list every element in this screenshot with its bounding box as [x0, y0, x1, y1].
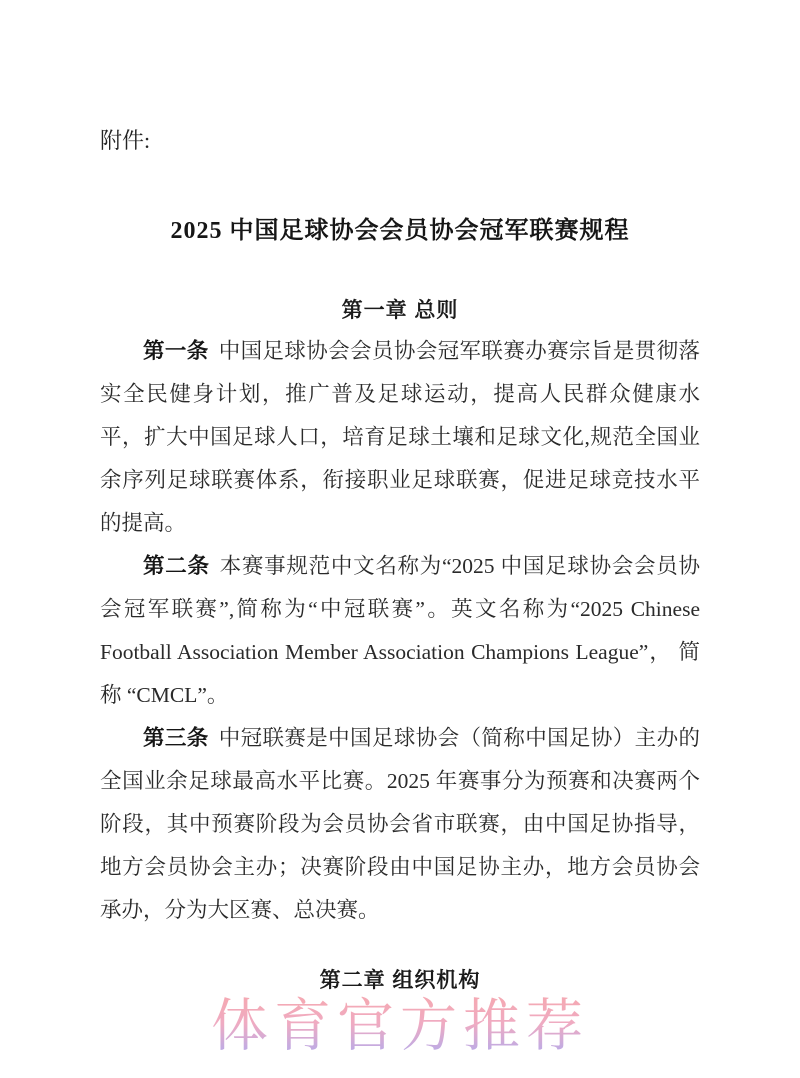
article-1-text: 中国足球协会会员协会冠军联赛办赛宗旨是贯彻落实全民健身计划，推广普及足球运动，提高人民群众健康水平，扩大中国足球人口，培育足球土壤和足球文化,规范全国业余序列足球联赛体系，衔接职业足球联赛，促进足球竞技水平的提高。 [100, 339, 700, 535]
chapter-1-heading: 第一章 总则 [341, 299, 459, 322]
article-3-text: 中冠联赛是中国足球协会（简称中国足协）主办的全国业余足球最高水平比赛。2025 年赛事分为预赛和决赛两个阶段，其中预赛阶段为会员协会省市联赛，由中国足协指导，地方会员协会主办；决赛阶段由中国足协主办，地方会员协会承办，分为大区赛、总决赛。 [100, 726, 700, 922]
article-2 [100, 545, 700, 717]
article-1 [100, 330, 700, 545]
article-2-label: 第二条 [143, 554, 210, 578]
article-3-label: 第三条 [143, 726, 209, 750]
article-1-label: 第一条 [143, 339, 209, 363]
article-3 [100, 717, 700, 932]
promo-watermark: 体育官方推荐 [0, 996, 800, 1058]
document-title: 2025 中国足球协会会员协会冠军联赛规程 [170, 218, 630, 244]
chapter-1-body [0, 330, 800, 932]
article-2-text: 本赛事规范中文名称为“2025 中国足球协会会员协会冠军联赛”,简称为“中冠联赛”。英文名称为“2025 Chinese Football Association Member Association Champions League”， 简称 “CMCL”。 [100, 554, 700, 707]
chapter-2-heading: 第二章 组织机构 [319, 969, 481, 992]
attachment-label: 附件: [100, 128, 151, 153]
